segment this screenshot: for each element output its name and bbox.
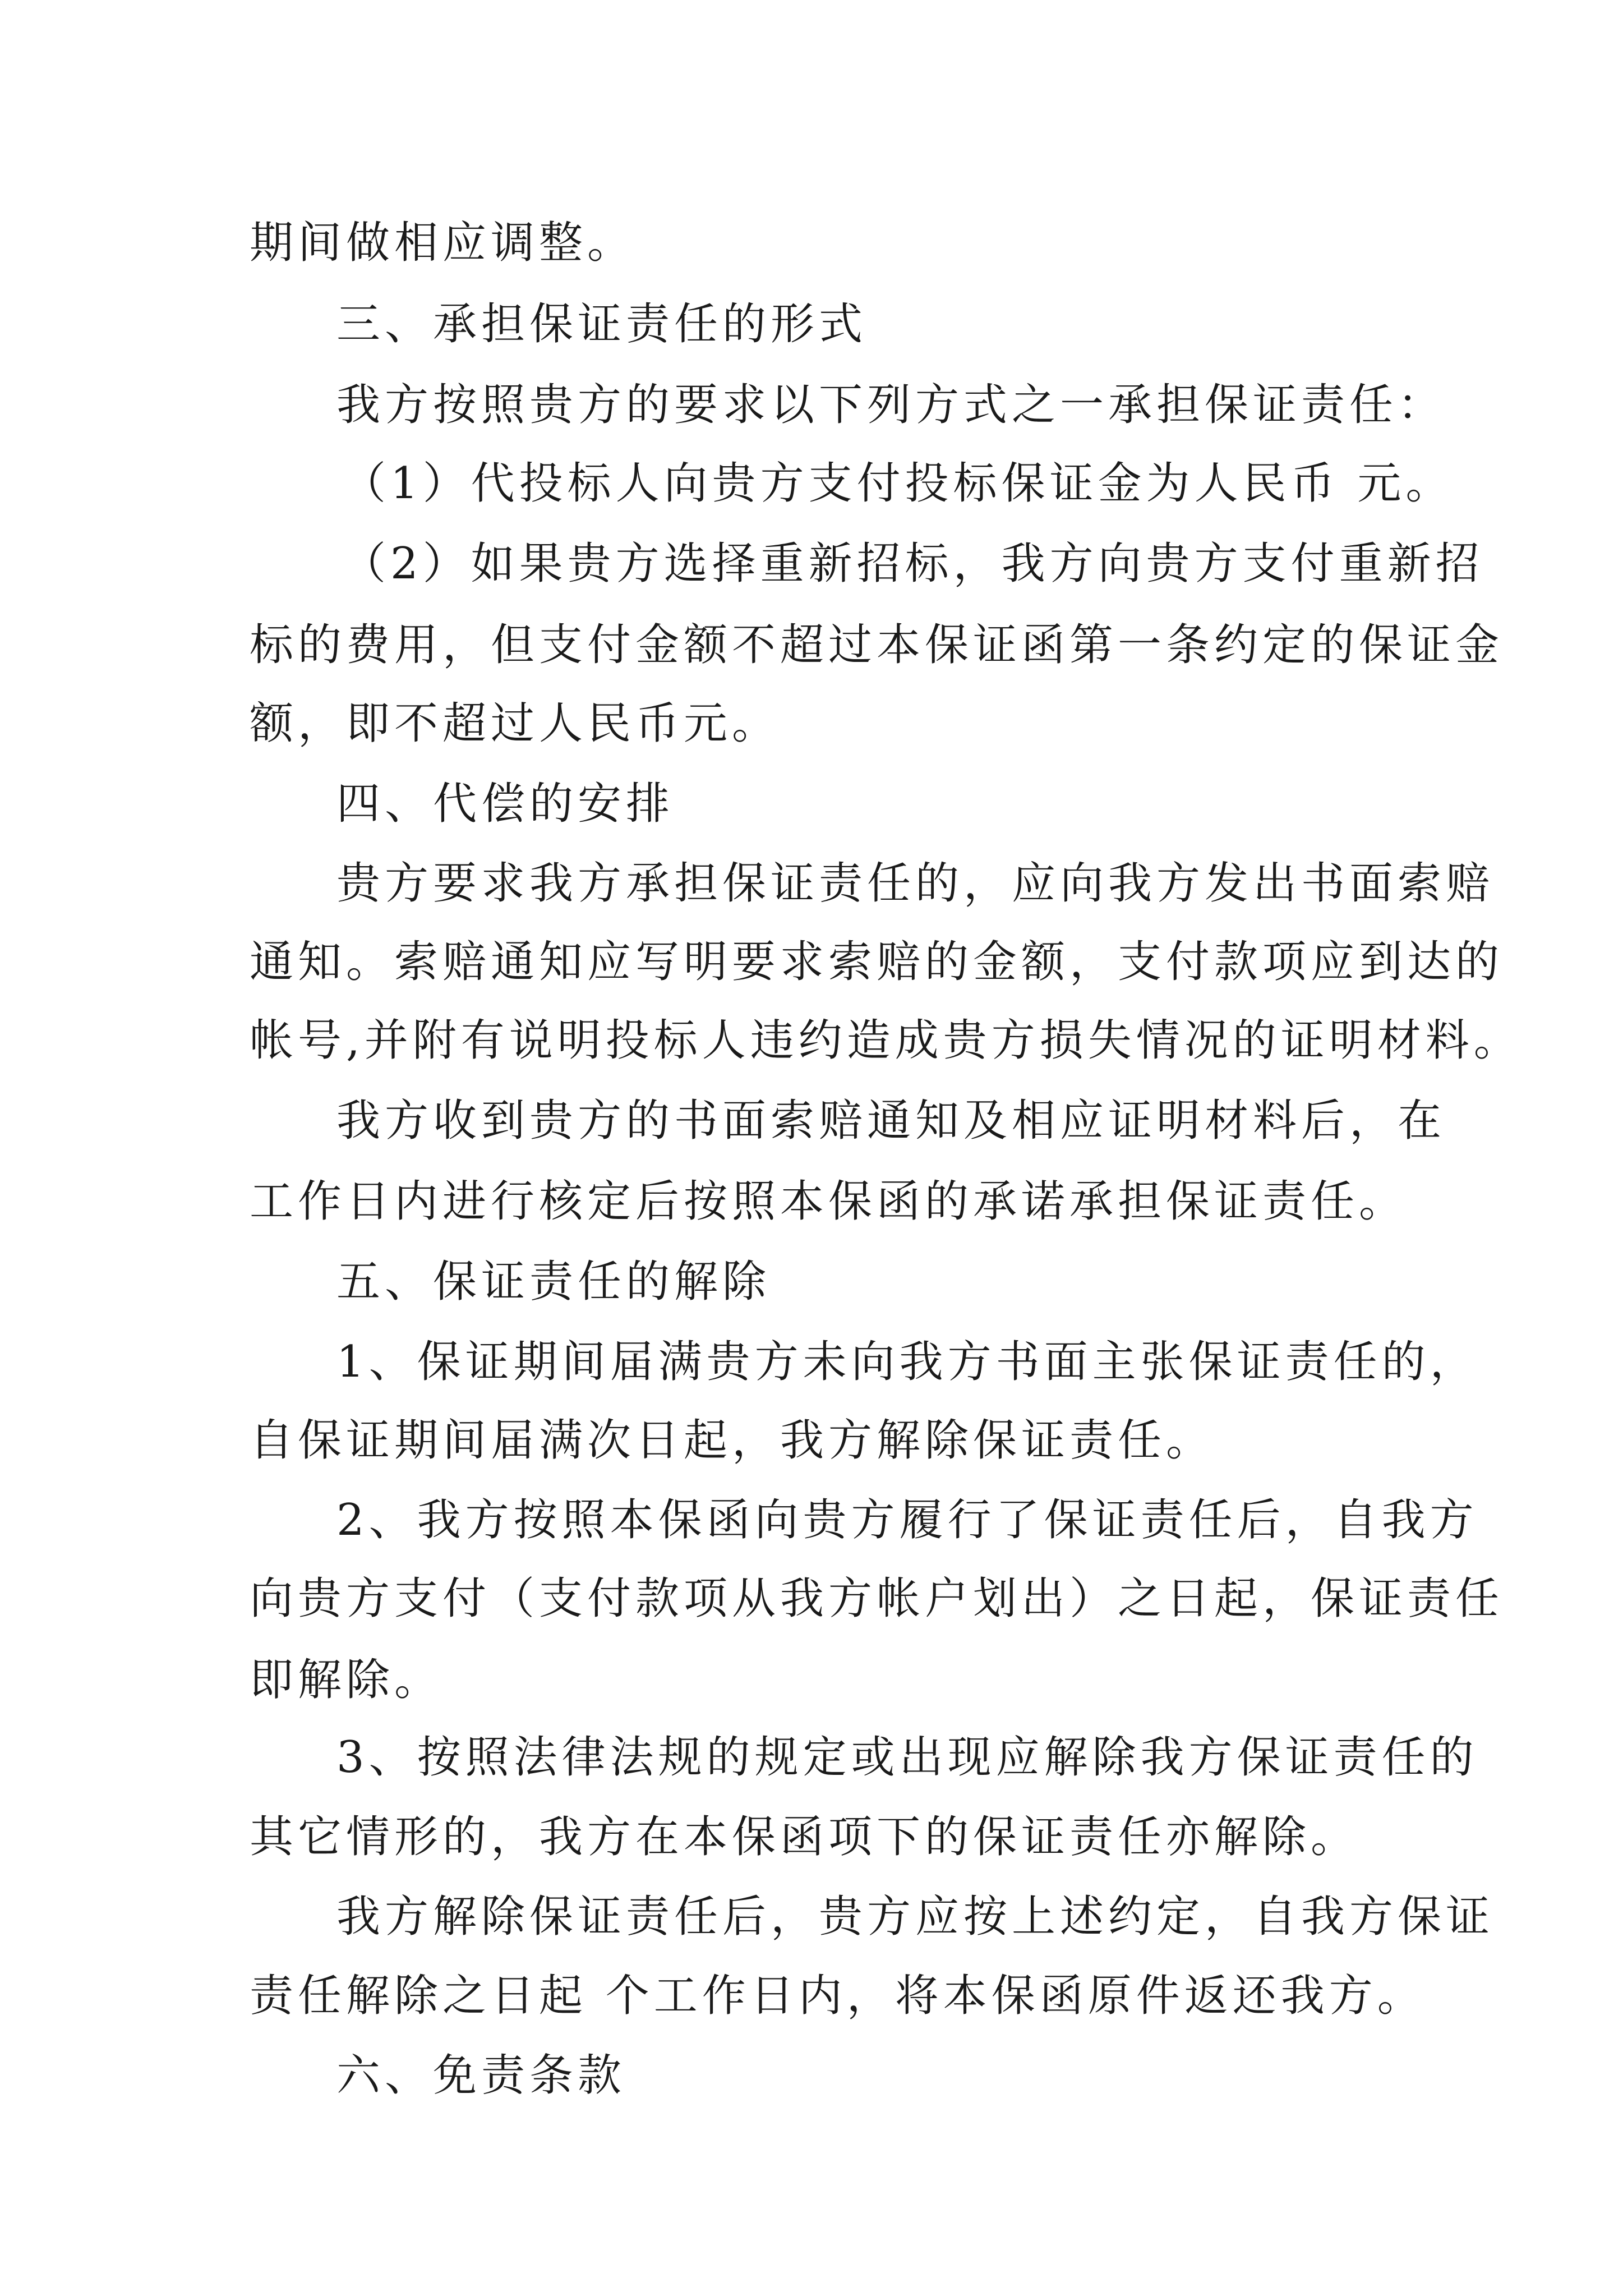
text-line: 额，即不超过人民币元。 — [250, 698, 781, 749]
text-line: 工作日内进行核定后按照本保函的承诺承担保证责任。 — [250, 1176, 1408, 1227]
text-line: 通知。索赔通知应写明要求索赔的金额，支付款项应到达的 — [250, 937, 1504, 987]
text-line: 贵方要求我方承担保证责任的，应向我方发出书面索赔 — [336, 858, 1495, 909]
text-line: 自保证期间届满次日起，我方解除保证责任。 — [250, 1415, 1215, 1466]
text-line: 向贵方支付（支付款项从我方帐户划出）之日起，保证责任 — [250, 1573, 1504, 1624]
text-line: 我方收到贵方的书面索赔通知及相应证明材料后，在 — [336, 1096, 1446, 1146]
section-heading: 三、承担保证责任的形式 — [336, 299, 868, 349]
section-heading: 四、代偿的安排 — [336, 779, 675, 829]
list-item: 3、按照法律法规的规定或出现应解除我方保证责任的 — [336, 1732, 1478, 1783]
text-line: 期间做相应调整。 — [250, 218, 636, 268]
text-line: 我方按照贵方的要求以下列方式之一承担保证责任： — [336, 380, 1446, 430]
section-heading: 六、免责条款 — [336, 2050, 626, 2101]
list-item: 2、我方按照本保函向贵方履行了保证责任后，自我方 — [336, 1495, 1478, 1545]
list-item: 1、保证期间届满贵方未向我方书面主张保证责任的， — [336, 1337, 1478, 1387]
text-line: 帐号,并附有说明投标人违约造成贵方损失情况的证明材料。 — [250, 1015, 1522, 1066]
text-line: 标的费用，但支付金额不超过本保证函第一条约定的保证金 — [250, 620, 1504, 670]
list-item: （2）如果贵方选择重新招标，我方向贵方支付重新招 — [342, 539, 1484, 589]
text-line: 我方解除保证责任后，贵方应按上述约定，自我方保证 — [336, 1892, 1495, 1942]
text-line: 即解除。 — [250, 1655, 443, 1705]
list-item: （1）代投标人向贵方支付投标保证金为人民币 元。 — [342, 458, 1454, 509]
text-line: 责任解除之日起 个工作日内，将本保函原件返还我方。 — [250, 1971, 1426, 2021]
section-heading: 五、保证责任的解除 — [336, 1257, 771, 1307]
text-line: 其它情形的，我方在本保函项下的保证责任亦解除。 — [250, 1812, 1359, 1862]
